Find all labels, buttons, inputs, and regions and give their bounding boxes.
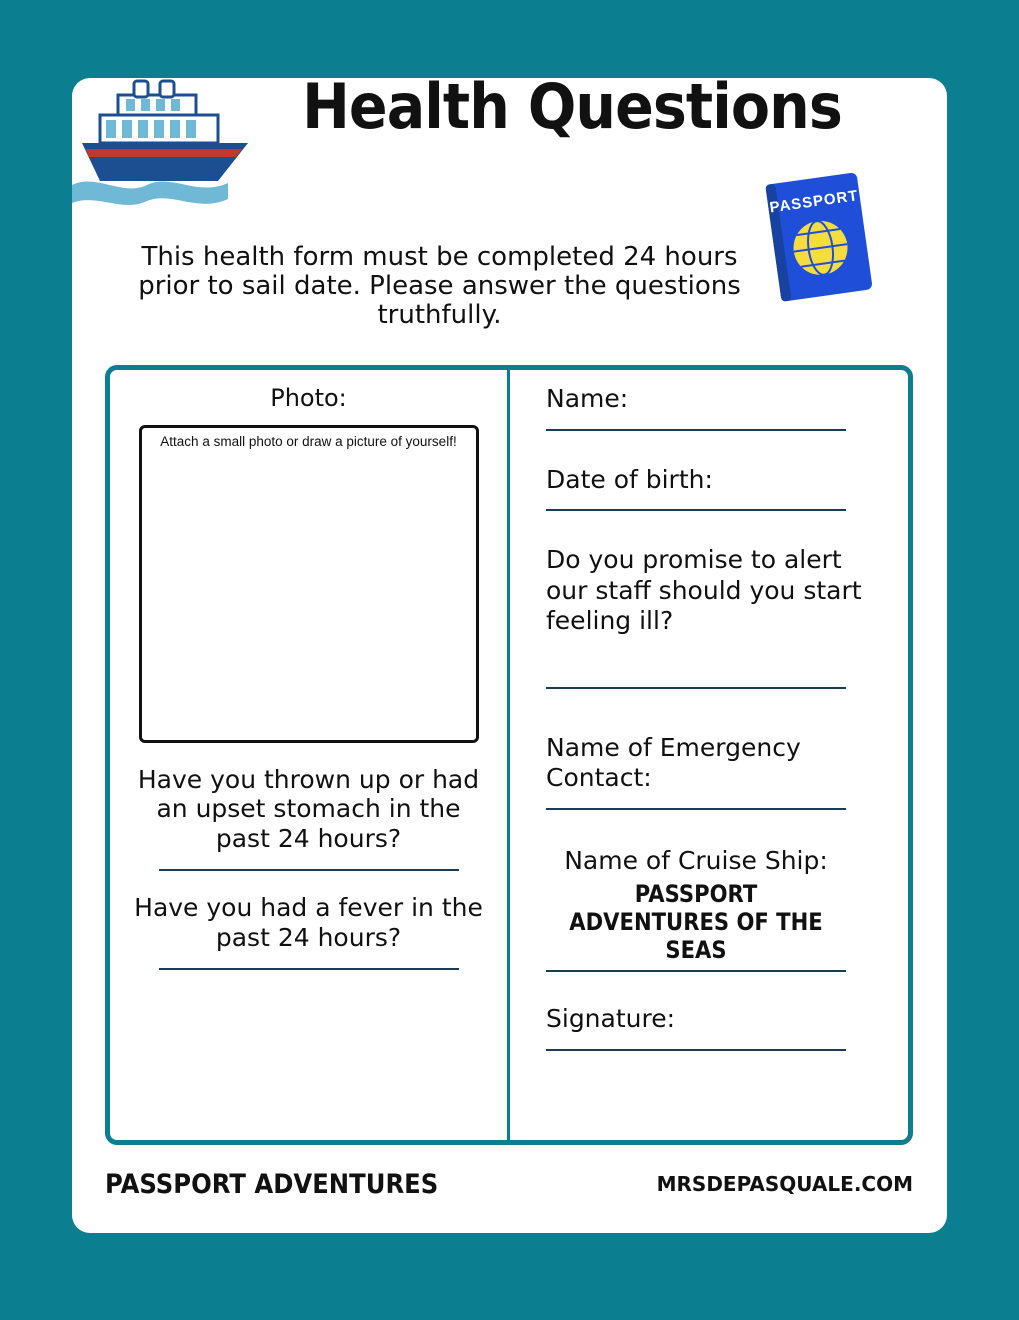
question-fever: Have you had a fever in the past 24 hours? xyxy=(134,893,483,952)
page-footer xyxy=(105,1160,913,1208)
photo-hint: Attach a small photo or draw a picture of yourself! xyxy=(160,433,457,449)
form-column-right xyxy=(510,370,908,1140)
intro-text: This health form must be completed 24 hours prior to sail date. Please answer the questions truthfully. xyxy=(138,242,741,331)
promise-question-label: Do you promise to alert our staff should you start feeling ill? xyxy=(546,545,862,635)
footer-website: MRSDEPASQUALE.COM xyxy=(656,1172,913,1196)
dob-input-line[interactable] xyxy=(546,509,846,511)
answer-line-upset-stomach[interactable] xyxy=(159,869,459,871)
worksheet-page xyxy=(72,70,947,1233)
cruise-ship-input-line[interactable] xyxy=(546,970,846,972)
form-container xyxy=(105,365,913,1145)
footer-brand: PASSPORT ADVENTURES xyxy=(105,1168,439,1200)
name-label: Name: xyxy=(546,384,629,413)
page-header xyxy=(72,70,947,217)
name-input-line[interactable] xyxy=(546,429,846,431)
answer-line-fever[interactable] xyxy=(159,968,459,970)
question-upset-stomach: Have you thrown up or had an upset stomach in the past 24 hours? xyxy=(137,764,480,853)
cruise-ship-label: Name of Cruise Ship: xyxy=(564,845,828,875)
form-column-left xyxy=(110,370,510,1140)
passport-icon xyxy=(757,170,882,305)
svg-text:PASSPORT: PASSPORT xyxy=(768,187,860,217)
photo-dropzone[interactable] xyxy=(139,425,479,743)
promise-answer-line[interactable] xyxy=(546,687,846,689)
photo-label: Photo: xyxy=(270,384,347,412)
dob-label: Date of birth: xyxy=(546,464,713,494)
signature-input-line[interactable] xyxy=(546,1049,846,1051)
signature-label: Signature: xyxy=(546,1004,676,1033)
emergency-contact-label: Name of Emergency Contact: xyxy=(546,732,801,792)
cruise-ship-icon xyxy=(42,73,257,213)
page-title: Health Questions xyxy=(302,70,842,143)
emergency-contact-input-line[interactable] xyxy=(546,808,846,810)
cruise-ship-value: PASSPORT ADVENTURES OF THE SEAS xyxy=(569,880,823,964)
